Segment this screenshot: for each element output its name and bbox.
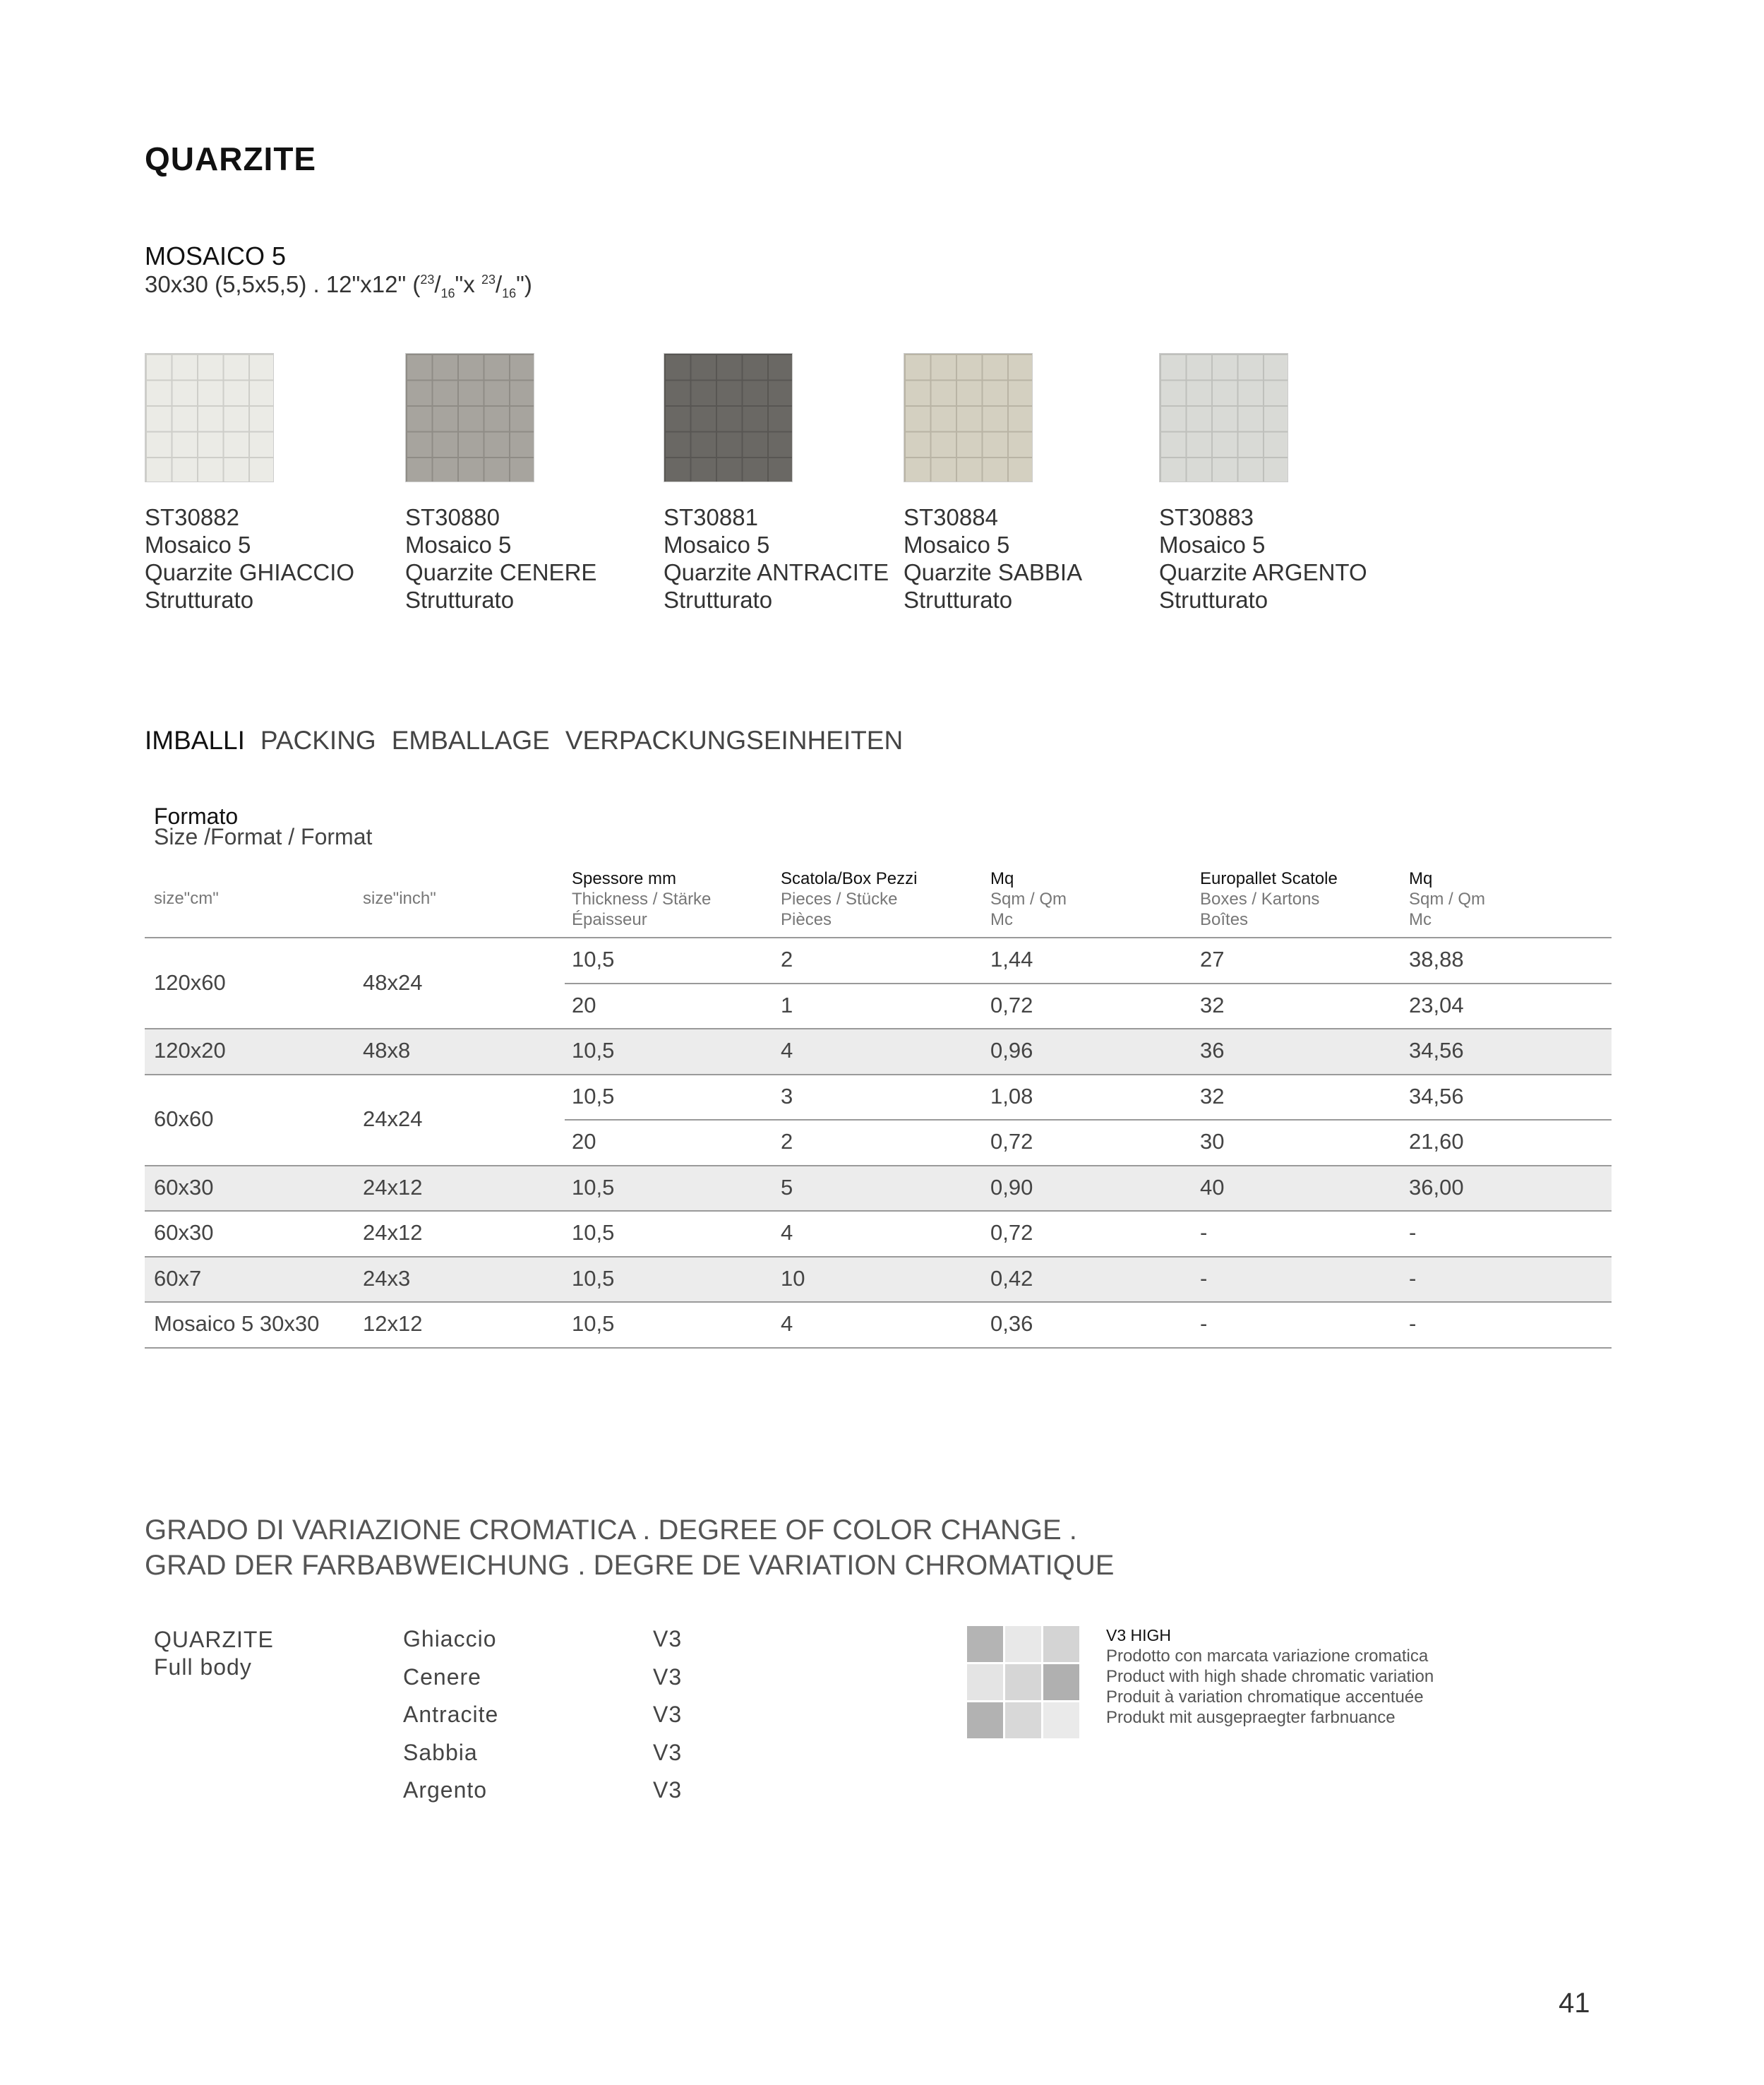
cell-size-inch: 24x3 (363, 1265, 411, 1291)
variation-series (154, 1626, 274, 1681)
mosaic-grid (664, 354, 792, 482)
cell-thickness: 10,5 (572, 1311, 615, 1337)
legend-tile (967, 1626, 1003, 1662)
cell-boxes: 32 (1200, 992, 1225, 1017)
variation-series-name: QUARZITE (154, 1627, 274, 1652)
header-box-title: Scatola/Box Pezzi (781, 869, 918, 888)
cell-mq: 0,36 (990, 1311, 1033, 1337)
color-variation-heading (145, 1512, 1114, 1583)
header-box (781, 868, 917, 930)
product-swatch (405, 353, 534, 482)
heading-de: VERPACKUNGSEINHEITEN (565, 726, 904, 755)
brand-logo: QUARZITE (145, 141, 317, 177)
header-mq (990, 868, 1067, 930)
cell-mq: 0,72 (990, 1220, 1033, 1245)
frac-den-1: 16 (440, 286, 455, 301)
header-thickness-l2: Épaisseur (572, 910, 647, 929)
cell-thickness: 10,5 (572, 1265, 615, 1291)
cell-boxes: 32 (1200, 1083, 1225, 1109)
variation-color-name: Antracite (403, 1702, 499, 1727)
product-code: ST30882 (145, 504, 239, 530)
cell-thickness: 20 (572, 1129, 596, 1154)
product-name: Mosaico 5 (904, 532, 1010, 558)
header-mq-l2: Mc (990, 910, 1013, 929)
cell-mq: 0,72 (990, 1129, 1033, 1154)
cell-mq-pallet: 23,04 (1409, 992, 1464, 1017)
mosaic-grid (904, 354, 1032, 482)
product-label (405, 503, 596, 614)
cell-boxes: 36 (1200, 1038, 1225, 1063)
cell-mq: 0,72 (990, 992, 1033, 1017)
cell-size-cm: 120x60 (154, 969, 226, 995)
header-size-cm: size"cm" (154, 889, 219, 908)
row-divider (145, 1210, 1612, 1212)
cell-pieces: 4 (781, 1220, 793, 1245)
cell-mq-pallet: 38,88 (1409, 947, 1464, 972)
product-color: Quarzite CENERE (405, 559, 597, 585)
header-mq2-l2: Mc (1409, 910, 1432, 929)
mosaic-grid (1160, 354, 1288, 482)
subtitle-end: ") (516, 271, 532, 297)
cell-mq: 0,96 (990, 1038, 1033, 1063)
header-box-l2: Pièces (781, 910, 832, 929)
cell-size-cm: Mosaico 5 30x30 (154, 1311, 320, 1337)
variation-value: V3 (653, 1777, 683, 1803)
series-title: MOSAICO 5 (145, 241, 287, 270)
grado-line-1: GRADO DI VARIAZIONE CROMATICA . DEGREE OF COLOR CHANGE . (145, 1515, 1077, 1546)
cell-size-inch: 24x24 (363, 1106, 423, 1131)
header-mq-title: Mq (990, 869, 1014, 888)
header-thickness-l1: Thickness / Stärke (572, 890, 712, 909)
cell-pieces: 10 (781, 1265, 805, 1291)
row-divider (145, 1301, 1612, 1303)
cell-size-inch: 24x12 (363, 1220, 423, 1245)
legend-tile (1043, 1702, 1079, 1738)
variation-value: V3 (653, 1739, 683, 1765)
cell-mq-pallet: 21,60 (1409, 1129, 1464, 1154)
cell-size-inch: 12x12 (363, 1311, 423, 1337)
legend-tile (1043, 1664, 1079, 1700)
product-name: Mosaico 5 (405, 532, 512, 558)
variation-color-name: Argento (403, 1777, 488, 1803)
cell-thickness: 20 (572, 992, 596, 1017)
header-mq2 (1409, 868, 1485, 930)
cell-mq-pallet: 34,56 (1409, 1038, 1464, 1063)
product-name: Mosaico 5 (664, 532, 770, 558)
cell-thickness: 10,5 (572, 1038, 615, 1063)
legend-line: Product with high shade chromatic variation (1106, 1667, 1434, 1686)
cell-size-cm: 60x30 (154, 1174, 214, 1200)
cell-size-inch: 48x24 (363, 969, 423, 995)
header-pallet-l1: Boxes / Kartons (1200, 890, 1320, 909)
product-swatch (664, 353, 793, 482)
variation-color-name: Ghiaccio (403, 1626, 497, 1651)
cell-boxes: - (1200, 1220, 1208, 1245)
row-divider (565, 1119, 1612, 1121)
cell-pieces: 2 (781, 1129, 793, 1154)
cell-mq-pallet: 36,00 (1409, 1174, 1464, 1200)
cell-size-inch: 24x12 (363, 1174, 423, 1200)
frac-den-2: 16 (502, 286, 517, 301)
cell-thickness: 10,5 (572, 1220, 615, 1245)
frac-num-1: 23 (420, 273, 435, 287)
product-code: ST30883 (1159, 504, 1254, 530)
cell-pieces: 1 (781, 992, 793, 1017)
product-finish: Strutturato (664, 587, 773, 613)
header-thickness-title: Spessore mm (572, 869, 677, 888)
cell-mq-pallet: - (1409, 1311, 1417, 1337)
product-swatch (904, 353, 1033, 482)
product-label (1159, 503, 1367, 614)
cell-mq-pallet: - (1409, 1220, 1417, 1245)
product-code: ST30881 (664, 504, 758, 530)
variation-value: V3 (653, 1626, 683, 1651)
packing-heading (145, 726, 918, 755)
cell-size-cm: 120x20 (154, 1038, 226, 1063)
legend-title: V3 HIGH (1106, 1626, 1172, 1644)
row-divider (565, 983, 1612, 984)
product-color: Quarzite ANTRACITE (664, 559, 889, 585)
mosaic-grid (406, 354, 534, 482)
product-color: Quarzite ARGENTO (1159, 559, 1367, 585)
row-divider (145, 937, 1612, 938)
cell-boxes: - (1200, 1311, 1208, 1337)
formato-title: Formato (154, 803, 239, 829)
header-mq-l1: Sqm / Qm (990, 890, 1067, 909)
mosaic-grid (145, 354, 273, 482)
cell-mq: 0,90 (990, 1174, 1033, 1200)
legend-line: Produkt mit ausgepraegter farbnuance (1106, 1708, 1396, 1727)
legend-line: Produit à variation chromatique accentuée (1106, 1687, 1424, 1707)
header-pallet-l2: Boîtes (1200, 910, 1249, 929)
cell-mq-pallet: - (1409, 1265, 1417, 1291)
product-code: ST30880 (405, 504, 500, 530)
product-color: Quarzite GHIACCIO (145, 559, 355, 585)
cell-mq: 1,44 (990, 947, 1033, 972)
variation-series-type: Full body (154, 1654, 252, 1680)
heading-fr: EMBALLAGE (391, 726, 550, 755)
variation-value: V3 (653, 1702, 683, 1727)
cell-boxes: 40 (1200, 1174, 1225, 1200)
cell-mq: 1,08 (990, 1083, 1033, 1109)
product-label (904, 503, 1082, 614)
cell-boxes: 27 (1200, 947, 1225, 972)
page-number: 41 (1559, 1988, 1590, 2019)
product-name: Mosaico 5 (1159, 532, 1266, 558)
cell-thickness: 10,5 (572, 1174, 615, 1200)
variation-value: V3 (653, 1663, 683, 1690)
product-finish: Strutturato (904, 587, 1013, 613)
legend-tile (1043, 1626, 1079, 1662)
cell-boxes: 30 (1200, 1129, 1225, 1154)
cell-mq-pallet: 34,56 (1409, 1083, 1464, 1109)
variation-color-name: Sabbia (403, 1739, 478, 1765)
variation-color-name: Cenere (403, 1663, 481, 1690)
legend-tile (967, 1702, 1003, 1738)
product-label (145, 503, 354, 614)
formato-subtitle: Size /Format / Format (154, 824, 373, 849)
cell-mq: 0,42 (990, 1265, 1033, 1291)
cell-size-cm: 60x30 (154, 1220, 214, 1245)
row-divider (145, 1074, 1612, 1075)
subtitle-mid: "x (455, 271, 481, 297)
cell-pieces: 2 (781, 947, 793, 972)
legend-tile (1005, 1702, 1041, 1738)
subtitle-main: 30x30 (5,5x5,5) . 12"x12" ( (145, 271, 421, 297)
header-mq2-title: Mq (1409, 869, 1433, 888)
legend-line: Prodotto con marcata variazione cromatica (1106, 1647, 1429, 1666)
cell-pieces: 3 (781, 1083, 793, 1109)
cell-size-cm: 60x7 (154, 1265, 202, 1291)
header-pallet-title: Europallet Scatole (1200, 869, 1338, 888)
header-box-l1: Pieces / Stücke (781, 890, 898, 909)
header-size-inch: size"inch" (363, 889, 436, 908)
heading-en: PACKING (260, 726, 376, 755)
cell-thickness: 10,5 (572, 947, 615, 972)
header-thickness (572, 868, 711, 930)
product-finish: Strutturato (405, 587, 515, 613)
legend-tile (1005, 1626, 1041, 1662)
header-mq2-l1: Sqm / Qm (1409, 890, 1486, 909)
cell-pieces: 4 (781, 1311, 793, 1337)
legend-tile (967, 1664, 1003, 1700)
product-code: ST30884 (904, 504, 998, 530)
product-name: Mosaico 5 (145, 532, 251, 558)
legend-tile (1005, 1664, 1041, 1700)
heading-it: IMBALLI (145, 726, 245, 755)
product-swatch (145, 353, 274, 482)
grado-line-2: GRAD DER FARBABWEICHUNG . DEGRE DE VARIATION CHROMATIQUE (145, 1550, 1115, 1581)
cell-size-cm: 60x60 (154, 1106, 214, 1131)
product-finish: Strutturato (145, 587, 254, 613)
product-color: Quarzite SABBIA (904, 559, 1083, 585)
cell-size-inch: 48x8 (363, 1038, 411, 1063)
frac-num-2: 23 (481, 273, 496, 287)
cell-pieces: 5 (781, 1174, 793, 1200)
product-swatch (1159, 353, 1288, 482)
product-finish: Strutturato (1159, 587, 1268, 613)
row-divider (145, 1347, 1612, 1349)
series-subtitle: 30x30 (5,5x5,5) . 12"x12" ($^{23}/_{16}"x$ $^{23}/_{16}$") (145, 271, 532, 301)
header-pallet (1200, 868, 1338, 930)
cell-thickness: 10,5 (572, 1083, 615, 1109)
cell-boxes: - (1200, 1265, 1208, 1291)
cell-pieces: 4 (781, 1038, 793, 1063)
product-label (664, 503, 889, 614)
